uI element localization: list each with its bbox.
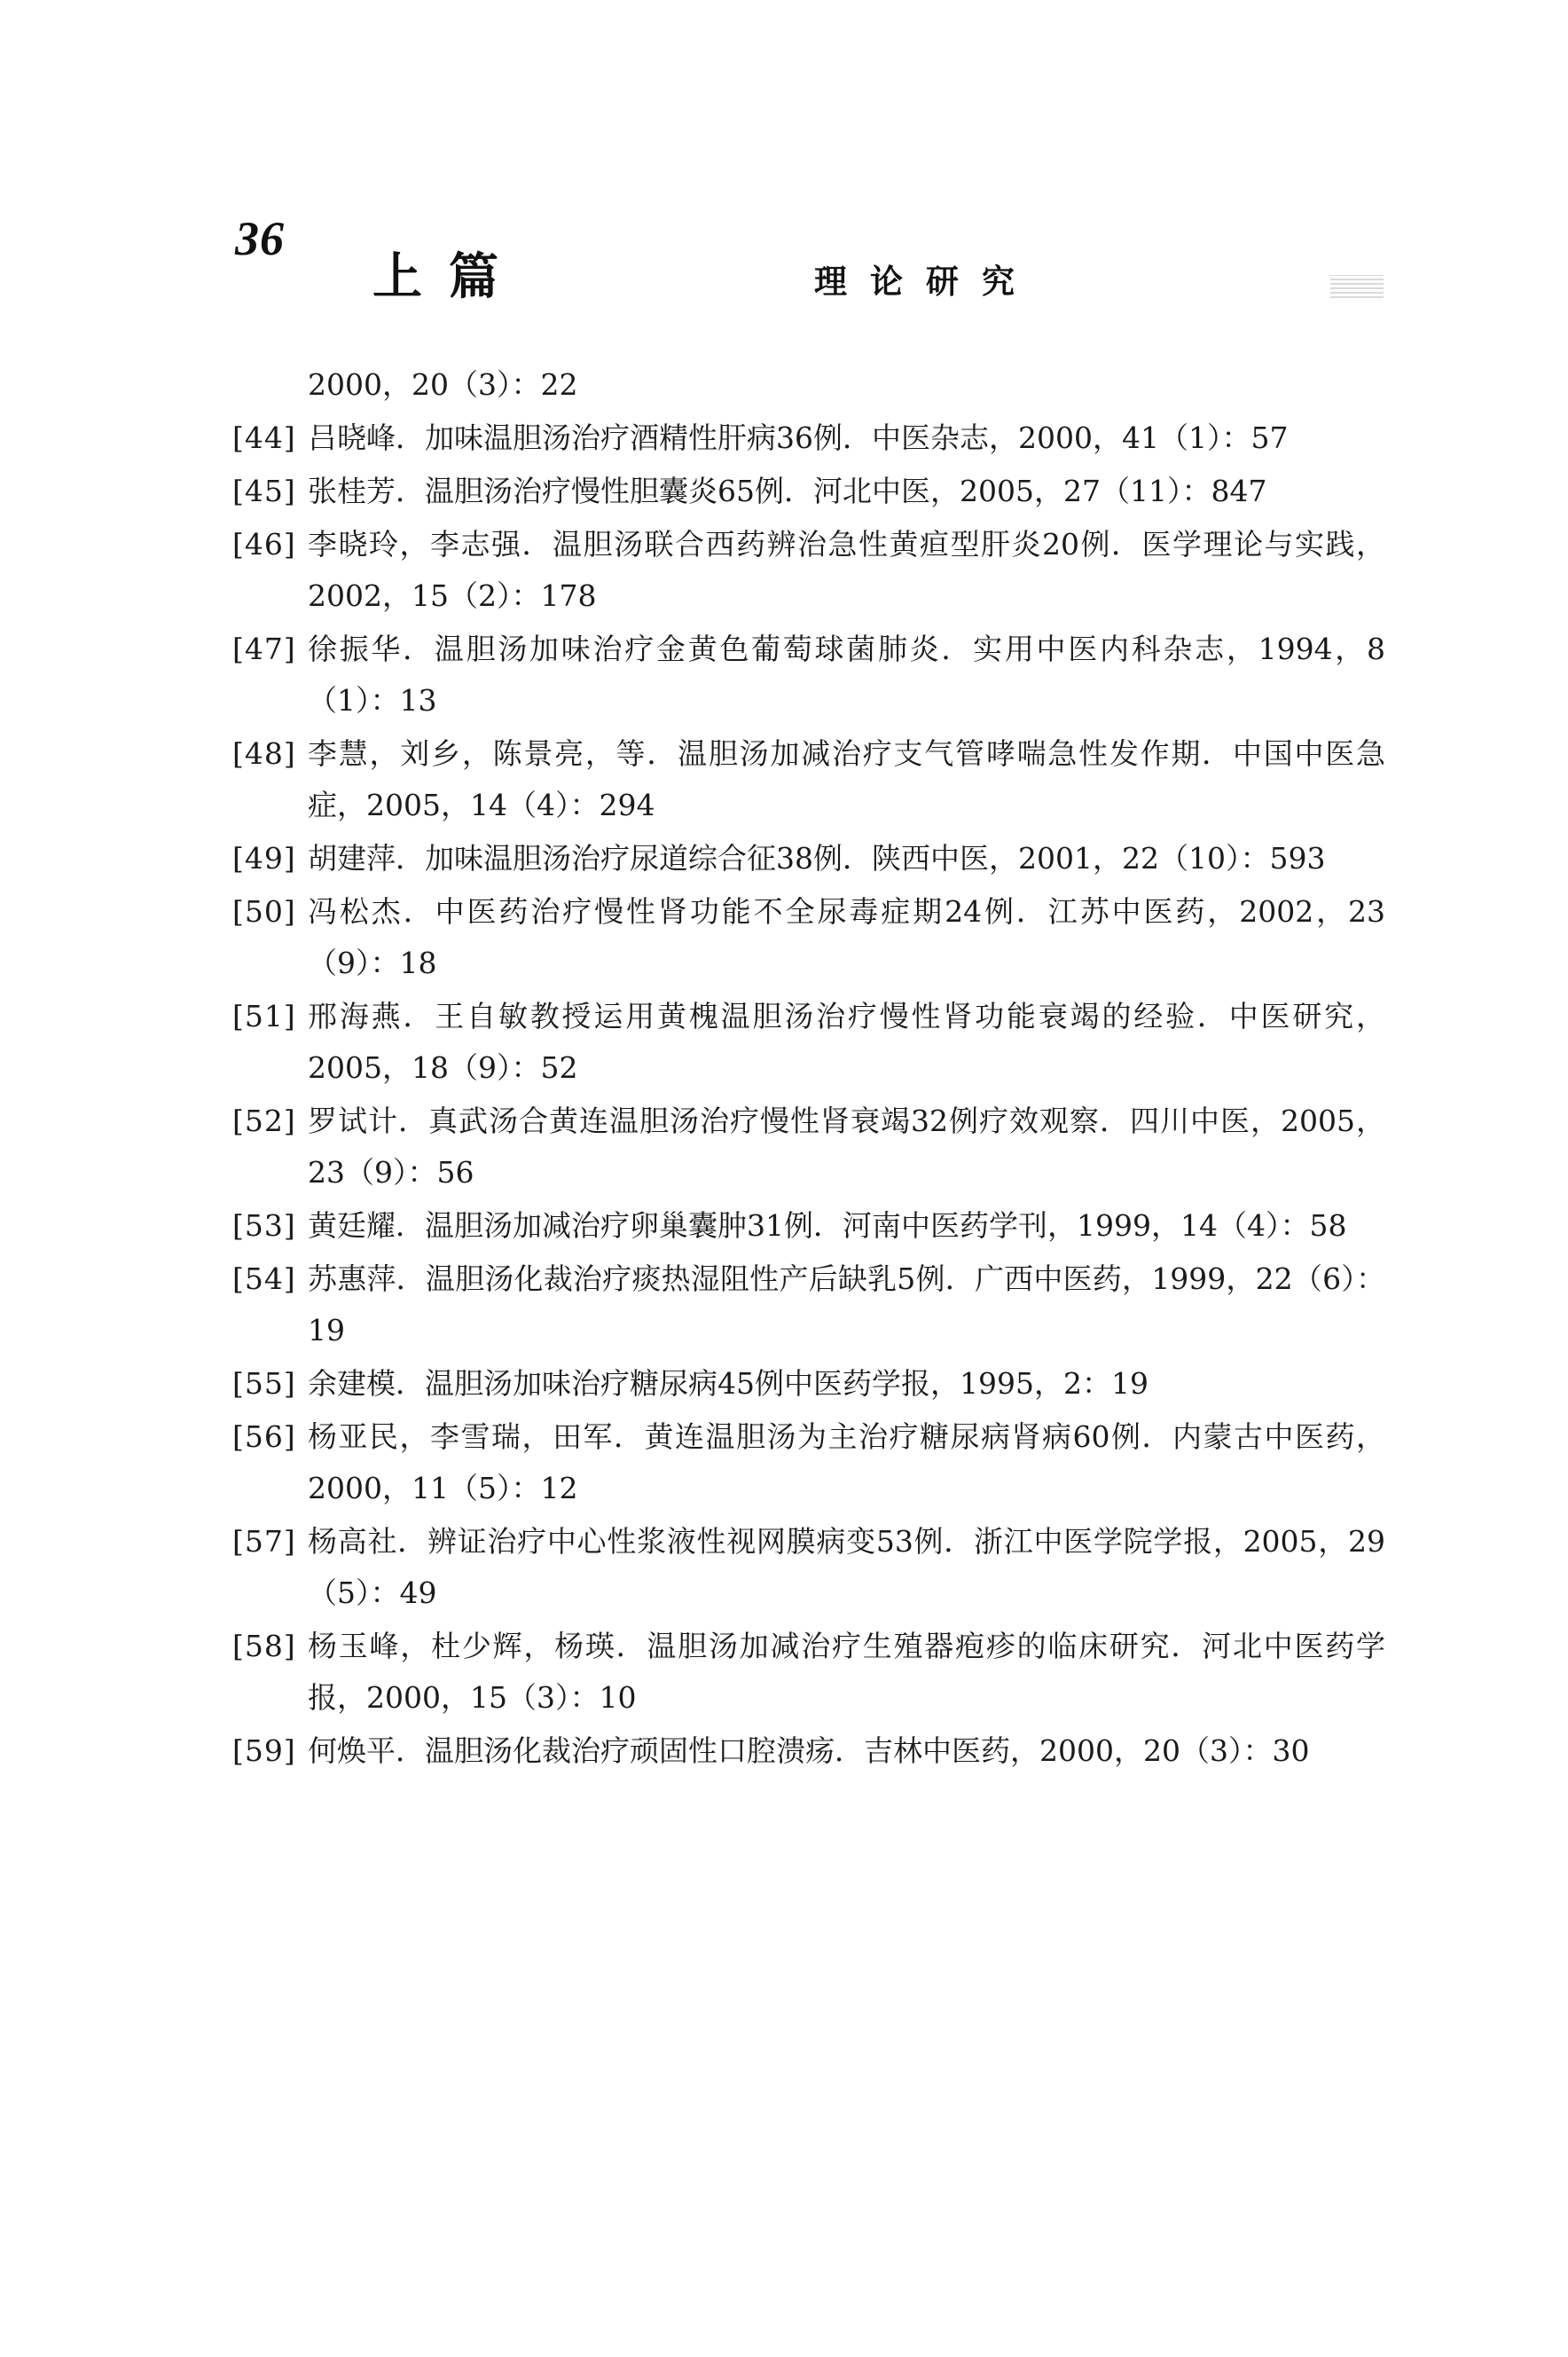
reference-item: [232, 1621, 1385, 1724]
reference-number: [54]: [232, 1261, 296, 1296]
reference-text: 余建模．温胆汤加味治疗糖尿病45例中医药学报，1995，2：19: [308, 1366, 1149, 1401]
reference-number: [48]: [232, 736, 296, 771]
reference-text: 李晓玲，李志强．温胆汤联合西药辨治急性黄疸型肝炎20例．医学理论与实践，2002，15（2）：178: [308, 527, 1385, 613]
reference-item: [232, 624, 1385, 727]
scan-artifact: [1330, 275, 1384, 298]
reference-item: [232, 1358, 1385, 1410]
reference-number: [45]: [232, 474, 296, 508]
reference-item: [232, 1516, 1385, 1619]
reference-item: [232, 833, 1385, 884]
reference-number: [58]: [232, 1629, 296, 1663]
reference-number: [47]: [232, 632, 296, 666]
reference-text: 胡建萍．加味温胆汤治疗尿道综合征38例．陕西中医，2001，22（10）：593: [308, 841, 1326, 876]
reference-text: 吕晓峰．加味温胆汤治疗酒精性肝病36例．中医杂志，2000，41（1）：57: [308, 420, 1289, 455]
reference-item: [232, 1725, 1385, 1777]
reference-number: [49]: [232, 841, 296, 876]
reference-text: 邢海燕．王自敏教授运用黄槐温胆汤治疗慢性肾功能衰竭的经验．中医研究，2005，18（9）：52: [308, 999, 1385, 1085]
reference-number: [55]: [232, 1366, 296, 1401]
reference-text: 黄廷耀．温胆汤加减治疗卵巢囊肿31例．河南中医药学刊，1999，14（4）：58: [308, 1208, 1347, 1243]
reference-text: 杨玉峰，杜少辉，杨瑛．温胆汤加减治疗生殖器疱疹的临床研究．河北中医药学报，2000，15（3）：10: [308, 1629, 1385, 1715]
reference-number: [53]: [232, 1208, 296, 1243]
reference-text: 冯松杰．中医药治疗慢性肾功能不全尿毒症期24例．江苏中医药，2002，23（9）：18: [308, 894, 1385, 980]
reference-item: [232, 1253, 1385, 1356]
reference-item: [232, 519, 1385, 622]
page-number: 36: [235, 212, 285, 265]
reference-item: [232, 886, 1385, 989]
reference-text: 徐振华．温胆汤加味治疗金黄色葡萄球菌肺炎．实用中医内科杂志，1994，8（1）：13: [308, 632, 1385, 718]
reference-item: [232, 412, 1385, 464]
chapter-title: 理论研究: [814, 262, 1038, 301]
reference-text: 杨高社．辨证治疗中心性浆液性视网膜病变53例．浙江中医学院学报，2005，29（5）：49: [308, 1524, 1385, 1610]
reference-item: [232, 728, 1385, 831]
reference-number: [52]: [232, 1104, 296, 1138]
reference-text: 何焕平．温胆汤化裁治疗顽固性口腔溃疡．吉林中医药，2000，20（3）：30: [308, 1733, 1310, 1768]
reference-text: 杨亚民，李雪瑞，田军．黄连温胆汤为主治疗糖尿病肾病60例．内蒙古中医药，2000，11（5）：12: [308, 1419, 1385, 1505]
section-title: 上篇: [372, 247, 525, 306]
reference-text: 张桂芳．温胆汤治疗慢性胆囊炎65例．河北中医，2005，27（11）：847: [308, 474, 1267, 508]
reference-list: [232, 359, 1385, 1779]
reference-continuation: [232, 359, 1385, 411]
reference-item: [232, 466, 1385, 517]
reference-item: [232, 991, 1385, 1094]
reference-number: [46]: [232, 527, 296, 562]
reference-text: 罗试计．真武汤合黄连温胆汤治疗慢性肾衰竭32例疗效观察．四川中医，2005，23（9）：56: [308, 1104, 1385, 1190]
reference-text: 苏惠萍．温胆汤化裁治疗痰热湿阻性产后缺乳5例．广西中医药，1999，22（6）：19: [308, 1261, 1385, 1347]
reference-number: [51]: [232, 999, 296, 1033]
reference-number: [57]: [232, 1524, 296, 1559]
reference-number: [44]: [232, 420, 296, 455]
reference-number: [59]: [232, 1733, 296, 1768]
reference-item: [232, 1411, 1385, 1514]
reference-number: [50]: [232, 894, 296, 929]
reference-text: 李慧，刘乡，陈景亮，等．温胆汤加减治疗支气管哮喘急性发作期．中国中医急症，2005，14（4）：294: [308, 736, 1385, 822]
reference-text: 2000，20（3）：22: [308, 367, 578, 402]
reference-number: [56]: [232, 1419, 296, 1454]
reference-item: [232, 1096, 1385, 1198]
reference-item: [232, 1200, 1385, 1252]
